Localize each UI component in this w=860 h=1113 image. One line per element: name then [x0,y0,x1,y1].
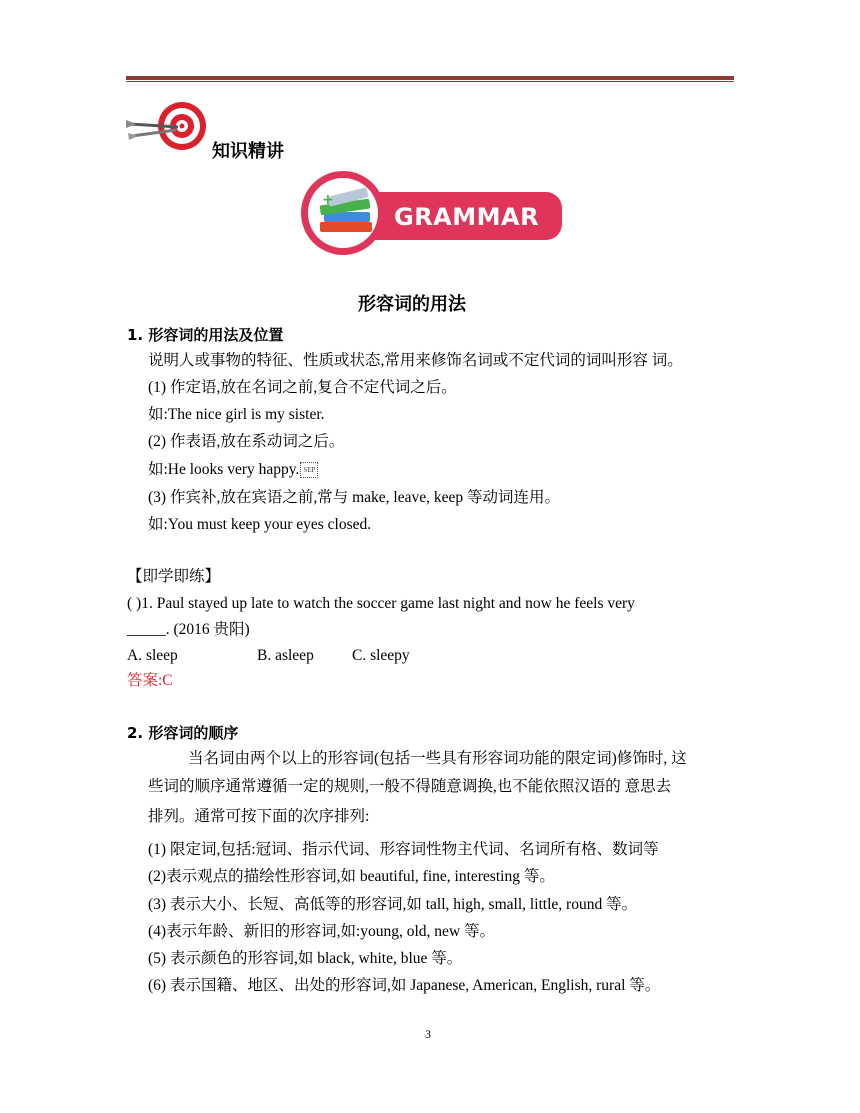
section2-paragraph: 些词的顺序通常遵循一定的规则,一般不得随意调换,也不能依照汉语的 意思去 [148,778,672,795]
target-arrow-icon [126,100,212,156]
page-number: 3 [425,1027,431,1041]
order-item: (3) 表示大小、长短、高低等的形容词,如 tall, high, small, little, round 等。 [148,896,638,913]
practice-question: ( )1. Paul stayed up late to watch the soccer game last night and now he feels very [127,595,635,612]
order-item: (6) 表示国籍、地区、出处的形容词,如 Japanese, American, English, rural 等。 [148,977,661,994]
practice-question-cont: _____. (2016 贵阳) [127,621,250,638]
header-rule [126,76,734,82]
practice-label: 【即学即练】 [127,568,221,585]
option-c: C. sleepy [352,647,410,664]
option-b: B. asleep [257,647,314,664]
order-item: (5) 表示颜色的形容词,如 black, white, blue 等。 [148,950,463,967]
svg-text:+: + [322,192,334,208]
section-title: 知识精讲 [212,141,284,162]
section2-paragraph: 排列。通常可按下面的次序排列: [148,808,370,825]
page-title: 形容词的用法 [358,294,466,315]
section1-item: (2) 作表语,放在系动词之后。 [148,433,345,450]
order-item: (4)表示年龄、新旧的形容词,如:young, old, new 等。 [148,923,496,940]
section1-heading: 1. 形容词的用法及位置 [127,326,284,344]
section1-example: 如:The nice girl is my sister. [148,406,325,423]
section1-example: 如:You must keep your eyes closed. [148,516,372,533]
section2-paragraph: 当名词由两个以上的形容词(包括一些具有形容词功能的限定词)修饰时, 这 [188,750,687,767]
section1-item: (1) 作定语,放在名词之前,复合不定代词之后。 [148,379,457,396]
section1-item: (3) 作宾补,放在宾语之前,常与 make, leave, keep 等动词连用。 [148,489,560,506]
answer-text: 答案:C [127,672,173,689]
badge-label: GRAMMAR [394,203,540,231]
section1-intro: 说明人或事物的特征、性质或状态,常用来修饰名词或不定代词的词叫形容 词。 [148,352,683,369]
section1-example: 如:He looks very happy. [148,461,300,478]
section2-heading: 2. 形容词的顺序 [127,724,239,742]
order-item: (1) 限定词,包括:冠词、指示代词、形容词性物主代词、名词所有格、数词等 [148,841,659,858]
separator-glyph: SEP [300,462,318,478]
section1-example-line [148,460,318,480]
option-a: A. sleep [127,647,178,664]
order-item: (2)表示观点的描绘性形容词,如 beautiful, fine, interesting 等。 [148,868,555,885]
